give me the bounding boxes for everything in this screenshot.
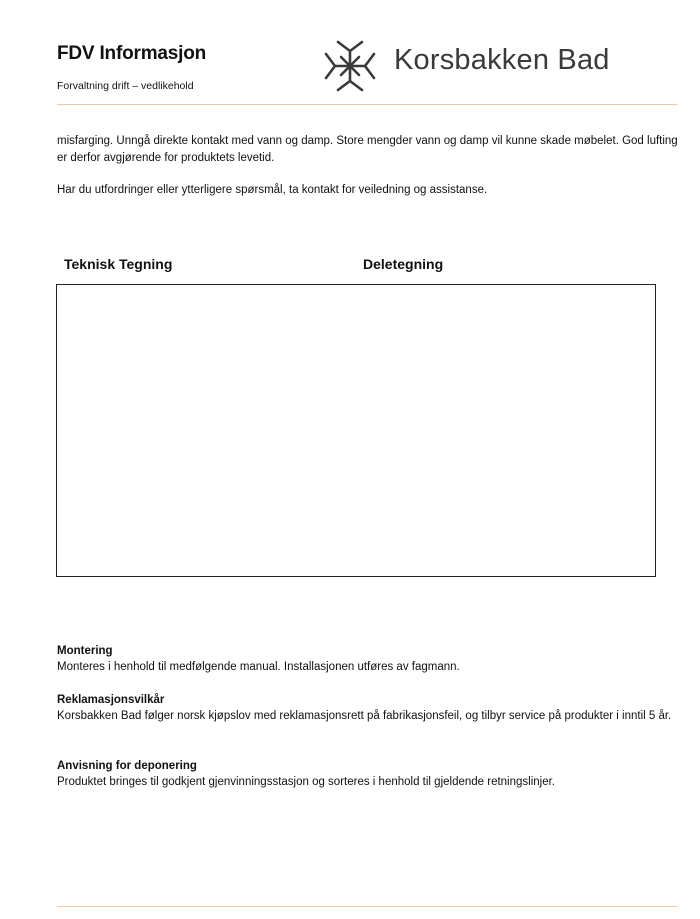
- section-text: Produktet bringes til godkjent gjenvinningsstasjon og sorteres i henhold til gjeldende retningslinjer.: [57, 776, 556, 788]
- korsbakken-star-logo-icon: [322, 38, 378, 94]
- section-heading: Anvisning for deponering: [57, 760, 197, 772]
- section-disposal: [57, 758, 677, 790]
- brand-logo-text: Korsbakken Bad: [394, 44, 610, 76]
- intro-paragraph-1: misfarging. Unngå direkte kontakt med vann og damp. Store mengder vann og damp vil kunne skade møbelet. God lufting er derfor avgjørende for produktets levetid.: [57, 135, 678, 164]
- brand-logo: [322, 38, 632, 94]
- section-installation: [57, 643, 677, 675]
- header-divider: [57, 104, 677, 105]
- section-warranty: [57, 692, 677, 724]
- document-title: FDV Informasjon: [57, 43, 207, 64]
- technical-drawing-heading: Teknisk Tegning: [64, 256, 173, 272]
- section-heading: Montering: [57, 645, 113, 657]
- drawing-area: [56, 284, 656, 577]
- section-text: Korsbakken Bad følger norsk kjøpslov med reklamasjonsrett på fabrikasjonsfeil, og tilbyr service på produkter i inntil 5 år.: [57, 710, 672, 722]
- document-subtitle: Forvaltning drift – vedlikehold: [57, 80, 194, 92]
- section-text: Monteres i henhold til medfølgende manual. Installasjonen utføres av fagmann.: [57, 661, 460, 673]
- section-heading: Reklamasjonsvilkår: [57, 694, 165, 706]
- footer-divider: [57, 906, 677, 907]
- intro-paragraph-2: Har du utfordringer eller ytterligere spørsmål, ta kontakt for veiledning og assistanse.: [57, 184, 488, 196]
- parts-drawing-heading: Deletegning: [363, 256, 444, 272]
